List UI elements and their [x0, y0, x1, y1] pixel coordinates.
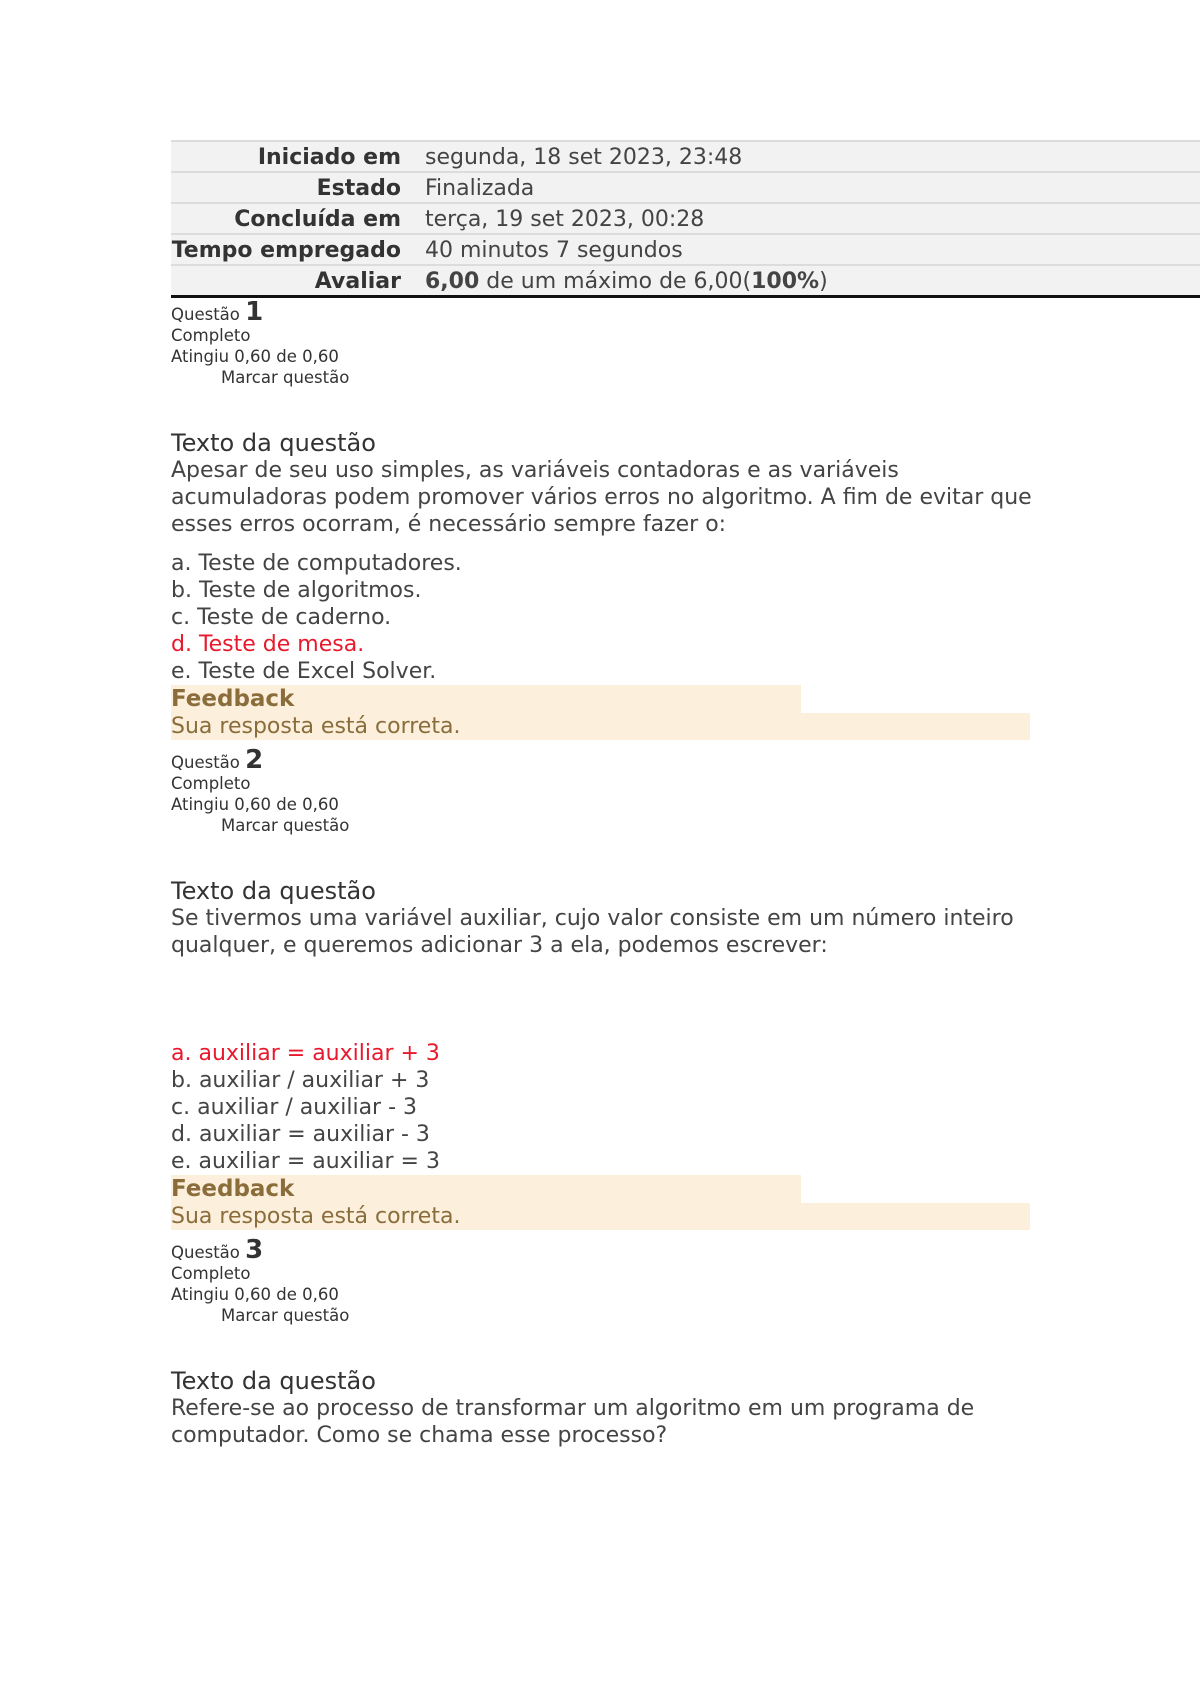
answer-option[interactable]: e. auxiliar = auxiliar = 3: [171, 1149, 440, 1174]
question-text: Se tivermos uma variável auxiliar, cujo valor consiste em um número inteiro qualquer, e queremos adicionar 3 a ela, podemos escrever:: [171, 906, 1014, 958]
question-state: Completo: [171, 774, 251, 793]
summary-label: Concluída em: [171, 203, 413, 234]
summary-value: segunda, 18 set 2023, 23:48: [413, 141, 1200, 172]
question-number: [171, 1235, 1200, 1265]
summary-row: [171, 141, 1200, 172]
question-number: [171, 745, 1200, 775]
feedback-box: [171, 685, 1030, 740]
feedback-title: Feedback: [171, 1175, 801, 1203]
answer-option[interactable]: c. auxiliar / auxiliar - 3: [171, 1095, 418, 1120]
question-prefix: Questão: [171, 753, 246, 772]
answer-option[interactable]: b. auxiliar / auxiliar + 3: [171, 1068, 430, 1093]
question-info: [171, 1235, 1200, 1326]
flag-question-link[interactable]: Marcar questão: [221, 1306, 350, 1325]
summary-label: Estado: [171, 172, 413, 203]
feedback-title: Feedback: [171, 685, 801, 713]
answer-option[interactable]: d. auxiliar = auxiliar - 3: [171, 1122, 430, 1147]
question-text: Refere-se ao processo de transformar um algoritmo em um programa de computador. Como se chama esse processo?: [171, 1396, 975, 1448]
summary-rule-mask: [1031, 324, 1200, 329]
answer-option[interactable]: c. Teste de caderno.: [171, 605, 392, 630]
answer-option-correct[interactable]: d. Teste de mesa.: [171, 632, 365, 657]
summary-row: [171, 172, 1200, 203]
feedback-text: Sua resposta está correta.: [171, 1203, 1030, 1230]
feedback-box: [171, 1175, 1030, 1230]
question-number-value: 1: [245, 297, 264, 327]
grade-label: Avaliar: [171, 265, 413, 297]
question-grade: Atingiu 0,60 de 0,60: [171, 1285, 339, 1304]
grade-score: 6,00: [425, 269, 480, 294]
grade-middle: de um máximo de 6,00(: [479, 269, 752, 294]
summary-row: [171, 234, 1200, 265]
grade-value: [413, 265, 1200, 297]
grade-end: ): [819, 269, 828, 294]
answer-option[interactable]: b. Teste de algoritmos.: [171, 578, 422, 603]
question-number-value: 2: [245, 745, 264, 775]
answer-list: [171, 550, 1200, 685]
grade-percent: 100%: [751, 269, 820, 294]
question-number: [171, 297, 1200, 327]
question-text-title: Texto da questão: [171, 1367, 376, 1395]
question-info: [171, 745, 1200, 836]
question-3: [171, 1235, 1200, 1449]
question-prefix: Questão: [171, 1243, 246, 1262]
summary-value: 40 minutos 7 segundos: [413, 234, 1200, 265]
question-2: [171, 745, 1200, 1230]
question-text-title: Texto da questão: [171, 429, 376, 457]
summary-value: terça, 19 set 2023, 00:28: [413, 203, 1200, 234]
question-state: Completo: [171, 1264, 251, 1283]
answer-list: [171, 1040, 1200, 1175]
question-text: Apesar de seu uso simples, as variáveis contadoras e as variáveis acumuladoras podem promover vários erros no algoritmo. A fim de evitar que esses erros ocorram, é necessário sempre fazer o:: [171, 458, 1032, 537]
flag-question-link[interactable]: Marcar questão: [221, 368, 350, 387]
question-grade: Atingiu 0,60 de 0,60: [171, 795, 339, 814]
answer-option[interactable]: e. Teste de Excel Solver.: [171, 659, 437, 684]
quiz-review-page: [171, 140, 1200, 1449]
answer-option-correct[interactable]: a. auxiliar = auxiliar + 3: [171, 1041, 440, 1066]
flag-question-link[interactable]: Marcar questão: [221, 816, 350, 835]
attempt-summary-table: [171, 140, 1200, 298]
question-prefix: Questão: [171, 305, 246, 324]
question-info: [171, 297, 1200, 388]
summary-row-grade: [171, 265, 1200, 297]
summary-label: Tempo empregado: [171, 234, 413, 265]
question-grade: Atingiu 0,60 de 0,60: [171, 347, 339, 366]
question-number-value: 3: [245, 1235, 264, 1265]
question-state: Completo: [171, 326, 251, 345]
summary-label: Iniciado em: [171, 141, 413, 172]
question-1: [171, 297, 1200, 740]
summary-row: [171, 203, 1200, 234]
feedback-text: Sua resposta está correta.: [171, 713, 1030, 740]
question-text-title: Texto da questão: [171, 877, 376, 905]
summary-value: Finalizada: [413, 172, 1200, 203]
answer-option[interactable]: a. Teste de computadores.: [171, 551, 462, 576]
